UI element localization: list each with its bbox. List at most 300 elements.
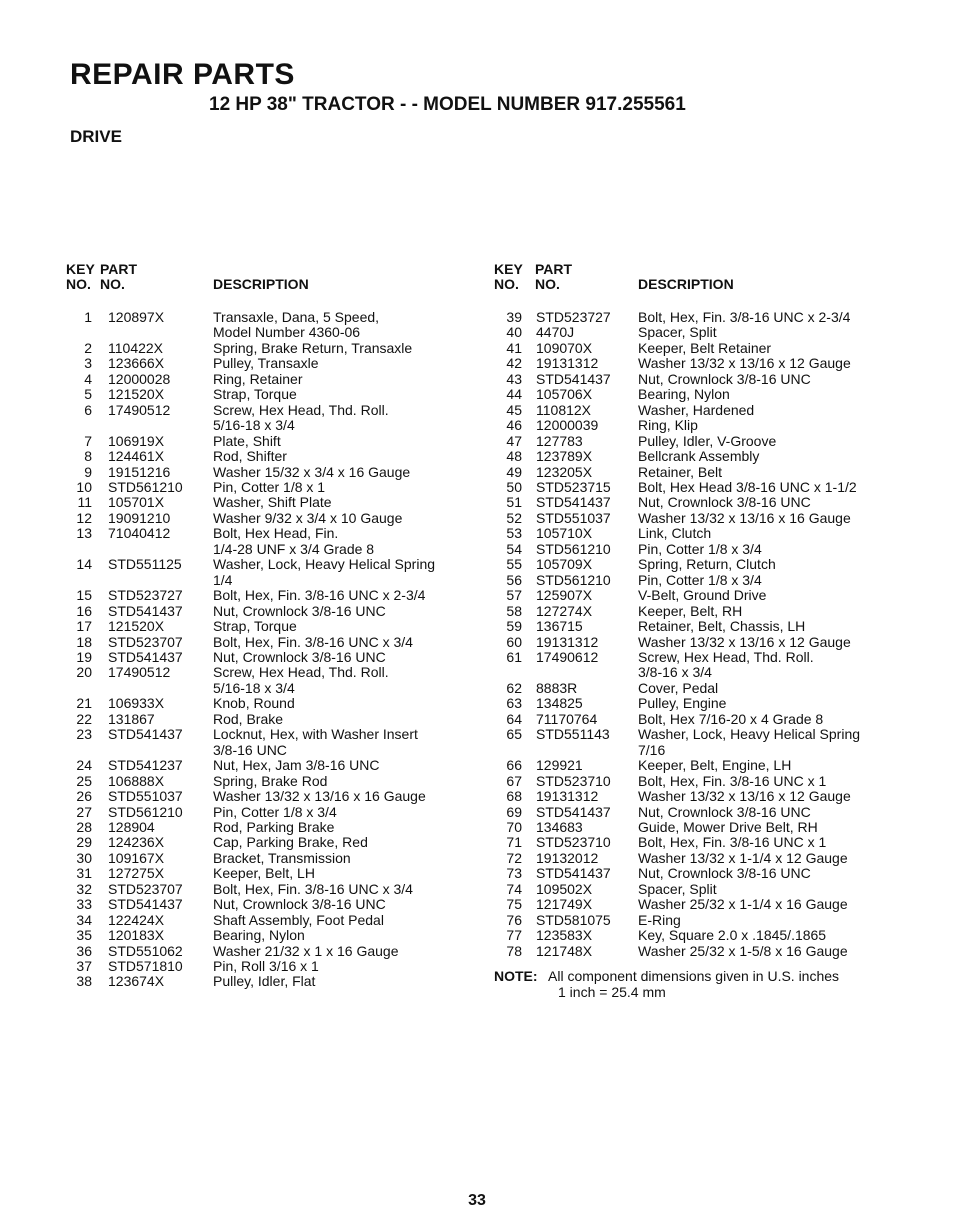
- table-row: [494, 635, 894, 650]
- part-no-cell: STD551037: [108, 788, 183, 805]
- table-row: [494, 325, 894, 340]
- description-cell: Keeper, Belt Retainer: [638, 339, 772, 356]
- key-no-cell: 1: [84, 309, 92, 325]
- key-no-cell: 11: [77, 494, 92, 511]
- description-cell: Washer, Lock, Heavy Helical Spring: [638, 726, 861, 743]
- description-cell: Washer 13/32 x 13/16 x 12 Gauge: [638, 788, 851, 805]
- description-cell: Screw, Hex Head, Thd. Roll.: [213, 664, 389, 681]
- key-no-cell: 40: [506, 324, 522, 341]
- table-row: [494, 897, 894, 912]
- key-no-cell: 41: [506, 339, 522, 356]
- description-cell: Spring, Return, Clutch: [638, 556, 776, 573]
- description-cell: Nut, Crownlock 3/8-16 UNC: [213, 648, 386, 665]
- part-no-cell: STD541437: [536, 865, 611, 882]
- key-no-cell: 35: [76, 927, 92, 944]
- part-no-cell: STD561210: [536, 540, 611, 557]
- key-no-cell: 69: [506, 803, 522, 820]
- part-no-cell: 131867: [108, 710, 155, 727]
- table-row: [66, 650, 476, 665]
- header-part-no: NO.: [100, 276, 125, 292]
- key-no-cell: 48: [506, 448, 522, 465]
- header-key: KEY: [494, 261, 523, 277]
- part-no-cell: 106919X: [108, 432, 165, 449]
- description-cell: 3/8-16 UNC: [213, 741, 287, 758]
- header-key-no: NO.: [494, 276, 519, 292]
- table-row: [66, 805, 476, 820]
- part-no-cell: 106933X: [108, 695, 165, 712]
- key-no-cell: 39: [506, 309, 522, 325]
- part-no-cell: 123674X: [108, 973, 165, 990]
- table-row: [494, 913, 894, 928]
- table-header: [494, 262, 894, 296]
- description-cell: Nut, Crownlock 3/8-16 UNC: [213, 602, 386, 619]
- key-no-cell: 22: [76, 710, 92, 727]
- description-cell: Rod, Parking Brake: [213, 818, 335, 835]
- key-no-cell: 37: [76, 958, 92, 975]
- part-no-cell: STD541237: [108, 757, 183, 774]
- part-no-cell: 134683: [536, 818, 583, 835]
- part-no-cell: 120897X: [108, 309, 165, 325]
- part-no-cell: 109502X: [536, 880, 593, 897]
- description-cell: Washer 25/32 x 1-1/4 x 16 Gauge: [638, 896, 848, 913]
- description-cell: Washer 13/32 x 13/16 x 12 Gauge: [638, 355, 851, 372]
- key-no-cell: 14: [76, 556, 92, 573]
- table-row: [494, 619, 894, 634]
- key-no-cell: 25: [76, 772, 92, 789]
- key-no-cell: 21: [76, 695, 92, 712]
- part-no-cell: STD561210: [536, 571, 611, 588]
- parts-table-left: [66, 262, 476, 990]
- note-text: [544, 969, 894, 1000]
- description-cell: Strap, Torque: [213, 618, 297, 635]
- key-no-cell: 36: [76, 942, 92, 959]
- description-cell: Model Number 4360-06: [213, 324, 361, 341]
- key-no-cell: 73: [506, 865, 522, 882]
- key-no-cell: 54: [506, 540, 522, 557]
- key-no-cell: 12: [76, 509, 92, 526]
- description-cell: Spring, Brake Return, Transaxle: [213, 339, 413, 356]
- part-no-cell: 123205X: [536, 463, 593, 480]
- table-row: [494, 866, 894, 881]
- part-no-cell: 127275X: [108, 865, 165, 882]
- description-cell: Retainer, Belt: [638, 463, 723, 480]
- description-cell: Bolt, Hex 7/16-20 x 4 Grade 8: [638, 710, 824, 727]
- part-no-cell: 8883R: [536, 679, 578, 696]
- part-no-cell: 105710X: [536, 525, 593, 542]
- key-no-cell: 61: [506, 648, 522, 665]
- table-row: [494, 882, 894, 897]
- table-row: [494, 835, 894, 850]
- table-row: [66, 774, 476, 789]
- model-subtitle: 12 HP 38" TRACTOR - - MODEL NUMBER 917.255561: [209, 94, 686, 115]
- description-cell: Bolt, Hex Head 3/8-16 UNC x 1-1/2: [638, 478, 857, 495]
- description-cell: Nut, Crownlock 3/8-16 UNC: [638, 370, 811, 387]
- table-row: [494, 495, 894, 510]
- part-no-cell: 121748X: [536, 942, 593, 959]
- description-cell: E-Ring: [638, 911, 681, 928]
- description-cell: Keeper, Belt, Engine, LH: [638, 757, 792, 774]
- table-rows: [66, 310, 476, 990]
- description-cell: Shaft Assembly, Foot Pedal: [213, 911, 384, 928]
- part-no-cell: 71170764: [536, 710, 598, 727]
- table-row: [494, 449, 894, 464]
- part-no-cell: STD541437: [108, 726, 183, 743]
- key-no-cell: 23: [76, 726, 92, 743]
- part-no-cell: 17490512: [108, 664, 171, 681]
- table-row: [494, 727, 894, 742]
- description-cell: 5/16-18 x 3/4: [213, 417, 295, 434]
- description-cell: Spacer, Split: [638, 324, 717, 341]
- description-cell: Keeper, Belt, RH: [638, 602, 743, 619]
- description-cell: Nut, Crownlock 3/8-16 UNC: [213, 896, 386, 913]
- description-cell: Transaxle, Dana, 5 Speed,: [213, 309, 380, 325]
- table-row: [66, 418, 476, 433]
- table-row: [66, 372, 476, 387]
- part-no-cell: 105701X: [108, 494, 165, 511]
- part-no-cell: STD523707: [108, 880, 183, 897]
- table-row: [66, 325, 476, 340]
- table-row: [66, 882, 476, 897]
- description-cell: Ring, Klip: [638, 417, 698, 434]
- table-row: [494, 356, 894, 371]
- key-no-cell: 2: [84, 339, 92, 356]
- key-no-cell: 6: [84, 401, 92, 418]
- part-no-cell: STD541437: [536, 803, 611, 820]
- table-row: [66, 681, 476, 696]
- table-row: [66, 743, 476, 758]
- part-no-cell: STD581075: [536, 911, 611, 928]
- part-no-cell: 12000028: [108, 370, 171, 387]
- description-cell: Guide, Mower Drive Belt, RH: [638, 818, 818, 835]
- table-row: [66, 588, 476, 603]
- part-no-cell: STD523715: [536, 478, 611, 495]
- description-cell: Nut, Hex, Jam 3/8-16 UNC: [213, 757, 380, 774]
- part-no-cell: STD523727: [536, 309, 611, 325]
- part-no-cell: STD541437: [108, 648, 183, 665]
- key-no-cell: [66, 542, 92, 557]
- table-row: [494, 820, 894, 835]
- part-no-cell: [108, 573, 213, 588]
- description-cell: Key, Square 2.0 x .1845/.1865: [638, 927, 827, 944]
- table-row: [494, 465, 894, 480]
- description-cell: Pin, Cotter 1/8 x 3/4: [638, 540, 762, 557]
- part-no-cell: STD561210: [108, 803, 183, 820]
- key-no-cell: 7: [84, 432, 92, 449]
- part-no-cell: 127783: [536, 432, 583, 449]
- description-cell: Washer, Shift Plate: [213, 494, 332, 511]
- key-no-cell: [66, 325, 92, 340]
- table-row: [494, 403, 894, 418]
- table-row: [66, 449, 476, 464]
- table-row: [66, 465, 476, 480]
- key-no-cell: 16: [76, 602, 92, 619]
- key-no-cell: [66, 743, 92, 758]
- key-no-cell: 60: [506, 633, 522, 650]
- table-row: [494, 511, 894, 526]
- table-row: [66, 820, 476, 835]
- description-cell: Washer 25/32 x 1-5/8 x 16 Gauge: [638, 942, 848, 959]
- part-no-cell: 19131312: [536, 788, 599, 805]
- description-cell: 1/4: [213, 571, 233, 588]
- description-cell: Washer 21/32 x 1 x 16 Gauge: [213, 942, 399, 959]
- dimension-note: [494, 969, 894, 1000]
- description-cell: Washer 13/32 x 1-1/4 x 12 Gauge: [638, 849, 848, 866]
- note-label: NOTE:: [494, 968, 538, 985]
- description-cell: Strap, Torque: [213, 386, 297, 403]
- table-row: [494, 743, 894, 758]
- key-no-cell: 13: [76, 525, 92, 542]
- description-cell: Screw, Hex Head, Thd. Roll.: [213, 401, 389, 418]
- description-cell: Rod, Brake: [213, 710, 284, 727]
- part-no-cell: 4470J: [536, 324, 575, 341]
- description-cell: Bracket, Transmission: [213, 849, 351, 866]
- description-cell: Pin, Roll 3/16 x 1: [213, 958, 319, 975]
- table-row: [494, 805, 894, 820]
- part-no-cell: STD523710: [536, 772, 611, 789]
- part-no-cell: 120183X: [108, 927, 165, 944]
- header-part: PART: [535, 261, 573, 277]
- part-no-cell: STD541437: [108, 896, 183, 913]
- key-no-cell: 44: [506, 386, 522, 403]
- key-no-cell: 57: [506, 587, 522, 604]
- key-no-cell: 70: [506, 818, 522, 835]
- table-row: [494, 665, 894, 680]
- table-row: [494, 480, 894, 495]
- key-no-cell: 33: [76, 896, 92, 913]
- table-row: [66, 619, 476, 634]
- table-row: [494, 387, 894, 402]
- part-no-cell: 19132012: [536, 849, 599, 866]
- key-no-cell: 58: [506, 602, 522, 619]
- part-no-cell: [108, 743, 213, 758]
- part-no-cell: 106888X: [108, 772, 165, 789]
- page-number: 33: [468, 1192, 486, 1209]
- part-no-cell: 127274X: [536, 602, 593, 619]
- description-cell: Screw, Hex Head, Thd. Roll.: [638, 648, 814, 665]
- table-row: [66, 913, 476, 928]
- table-row: [66, 480, 476, 495]
- part-no-cell: 12000039: [536, 417, 599, 434]
- key-no-cell: 26: [76, 788, 92, 805]
- key-no-cell: 72: [506, 849, 522, 866]
- table-row: [66, 604, 476, 619]
- table-row: [66, 959, 476, 974]
- key-no-cell: 65: [506, 726, 522, 743]
- key-no-cell: 28: [76, 818, 92, 835]
- key-no-cell: 63: [506, 695, 522, 712]
- key-no-cell: 49: [506, 463, 522, 480]
- description-cell: Retainer, Belt, Chassis, LH: [638, 618, 806, 635]
- key-no-cell: 77: [506, 927, 522, 944]
- key-no-cell: 38: [76, 973, 92, 990]
- description-cell: Bearing, Nylon: [213, 927, 305, 944]
- part-no-cell: STD551125: [108, 556, 182, 573]
- table-header: [66, 262, 476, 296]
- table-row: [494, 526, 894, 541]
- key-no-cell: 4: [84, 370, 92, 387]
- header-key: KEY: [66, 261, 95, 277]
- table-row: [66, 635, 476, 650]
- description-cell: Cap, Parking Brake, Red: [213, 834, 368, 851]
- table-row: [494, 681, 894, 696]
- part-no-cell: [108, 681, 213, 696]
- part-no-cell: 124236X: [108, 834, 165, 851]
- key-no-cell: 76: [506, 911, 522, 928]
- table-row: [494, 573, 894, 588]
- key-no-cell: 8: [84, 448, 92, 465]
- part-no-cell: STD561210: [108, 478, 183, 495]
- description-cell: Knob, Round: [213, 695, 295, 712]
- part-no-cell: 109070X: [536, 339, 593, 356]
- key-no-cell: 31: [76, 865, 92, 882]
- table-row: [66, 866, 476, 881]
- key-no-cell: 50: [506, 478, 522, 495]
- part-no-cell: 136715: [536, 618, 583, 635]
- note-line-2: 1 inch = 25.4 mm: [558, 983, 666, 1000]
- description-cell: Nut, Crownlock 3/8-16 UNC: [638, 803, 811, 820]
- key-no-cell: 24: [76, 757, 92, 774]
- table-rows: [494, 310, 894, 959]
- part-no-cell: 124461X: [108, 448, 165, 465]
- part-no-cell: STD551062: [108, 942, 183, 959]
- table-row: [494, 944, 894, 959]
- table-row: [66, 974, 476, 989]
- part-no-cell: 134825: [536, 695, 583, 712]
- description-cell: Link, Clutch: [638, 525, 712, 542]
- part-no-cell: 19131312: [536, 633, 599, 650]
- key-no-cell: 3: [84, 355, 92, 372]
- description-cell: Washer 13/32 x 13/16 x 16 Gauge: [213, 788, 426, 805]
- description-cell: Bolt, Hex, Fin. 3/8-16 UNC x 3/4: [213, 880, 413, 897]
- part-no-cell: 123789X: [536, 448, 593, 465]
- table-row: [494, 712, 894, 727]
- table-row: [66, 310, 476, 325]
- table-row: [66, 495, 476, 510]
- description-cell: Pin, Cotter 1/8 x 1: [213, 478, 326, 495]
- part-no-cell: [108, 418, 213, 433]
- key-no-cell: 59: [506, 618, 522, 635]
- description-cell: Washer 9/32 x 3/4 x 10 Gauge: [213, 509, 403, 526]
- key-no-cell: 62: [506, 679, 522, 696]
- key-no-cell: 10: [76, 478, 92, 495]
- key-no-cell: [494, 665, 522, 680]
- part-no-cell: STD551143: [536, 726, 610, 743]
- section-heading: DRIVE: [70, 127, 122, 146]
- key-no-cell: 17: [76, 618, 92, 635]
- key-no-cell: [66, 573, 92, 588]
- table-row: [66, 356, 476, 371]
- part-no-cell: 121520X: [108, 386, 165, 403]
- part-no-cell: [536, 743, 638, 758]
- key-no-cell: 15: [76, 587, 92, 604]
- description-cell: 5/16-18 x 3/4: [213, 679, 295, 696]
- key-no-cell: 53: [506, 525, 522, 542]
- part-no-cell: 17490612: [536, 648, 599, 665]
- part-no-cell: STD523710: [536, 834, 611, 851]
- table-row: [494, 372, 894, 387]
- description-cell: Washer, Hardened: [638, 401, 755, 418]
- description-cell: Pulley, Idler, V-Groove: [638, 432, 777, 449]
- table-row: [494, 650, 894, 665]
- table-row: [494, 341, 894, 356]
- table-row: [66, 434, 476, 449]
- key-no-cell: 19: [76, 648, 92, 665]
- description-cell: 1/4-28 UNF x 3/4 Grade 8: [213, 540, 375, 557]
- description-cell: Pulley, Idler, Flat: [213, 973, 316, 990]
- table-row: [66, 944, 476, 959]
- table-row: [66, 526, 476, 541]
- key-no-cell: 56: [506, 571, 522, 588]
- key-no-cell: 5: [84, 386, 92, 403]
- description-cell: Washer 15/32 x 3/4 x 16 Gauge: [213, 463, 411, 480]
- description-cell: Nut, Crownlock 3/8-16 UNC: [638, 494, 811, 511]
- description-cell: Ring, Retainer: [213, 370, 303, 387]
- table-row: [494, 542, 894, 557]
- part-no-cell: STD551037: [536, 509, 611, 526]
- part-no-cell: 109167X: [108, 849, 165, 866]
- key-no-cell: 27: [76, 803, 92, 820]
- header-part: PART: [100, 261, 138, 277]
- key-no-cell: 78: [506, 942, 522, 959]
- part-no-cell: 71040412: [108, 525, 171, 542]
- part-no-cell: STD541437: [536, 370, 611, 387]
- key-no-cell: 52: [506, 509, 522, 526]
- key-no-cell: 29: [76, 834, 92, 851]
- key-no-cell: 74: [506, 880, 522, 897]
- part-no-cell: 105709X: [536, 556, 593, 573]
- description-cell: 3/8-16 x 3/4: [638, 664, 712, 681]
- key-no-cell: 55: [506, 556, 522, 573]
- key-no-cell: 32: [76, 880, 92, 897]
- description-cell: Pulley, Engine: [638, 695, 727, 712]
- table-row: [66, 542, 476, 557]
- description-cell: Nut, Crownlock 3/8-16 UNC: [638, 865, 811, 882]
- part-no-cell: 110812X: [536, 401, 592, 418]
- description-cell: Bearing, Nylon: [638, 386, 730, 403]
- part-no-cell: STD523727: [108, 587, 183, 604]
- part-no-cell: STD523707: [108, 633, 183, 650]
- description-cell: Bolt, Hex, Fin. 3/8-16 UNC x 2-3/4: [213, 587, 426, 604]
- table-row: [494, 758, 894, 773]
- key-no-cell: 45: [506, 401, 522, 418]
- key-no-cell: [66, 681, 92, 696]
- key-no-cell: 64: [506, 710, 522, 727]
- description-cell: Pulley, Transaxle: [213, 355, 319, 372]
- table-row: [66, 403, 476, 418]
- table-row: [66, 511, 476, 526]
- description-cell: Keeper, Belt, LH: [213, 865, 315, 882]
- description-cell: Bolt, Hex Head, Fin.: [213, 525, 339, 542]
- key-no-cell: 9: [84, 463, 92, 480]
- table-row: [66, 665, 476, 680]
- description-cell: Spring, Brake Rod: [213, 772, 328, 789]
- description-cell: Cover, Pedal: [638, 679, 719, 696]
- part-no-cell: STD571810: [108, 958, 183, 975]
- table-row: [66, 727, 476, 742]
- description-cell: Bolt, Hex, Fin. 3/8-16 UNC x 1: [638, 834, 827, 851]
- key-no-cell: 18: [76, 633, 92, 650]
- page-title: REPAIR PARTS: [70, 58, 295, 91]
- key-no-cell: 51: [506, 494, 522, 511]
- table-row: [66, 341, 476, 356]
- key-no-cell: 67: [506, 772, 522, 789]
- key-no-cell: 34: [76, 911, 92, 928]
- description-cell: V-Belt, Ground Drive: [638, 587, 767, 604]
- description-cell: Spacer, Split: [638, 880, 717, 897]
- part-no-cell: 123666X: [108, 355, 165, 372]
- part-no-cell: [108, 542, 213, 557]
- part-no-cell: 19151216: [108, 463, 171, 480]
